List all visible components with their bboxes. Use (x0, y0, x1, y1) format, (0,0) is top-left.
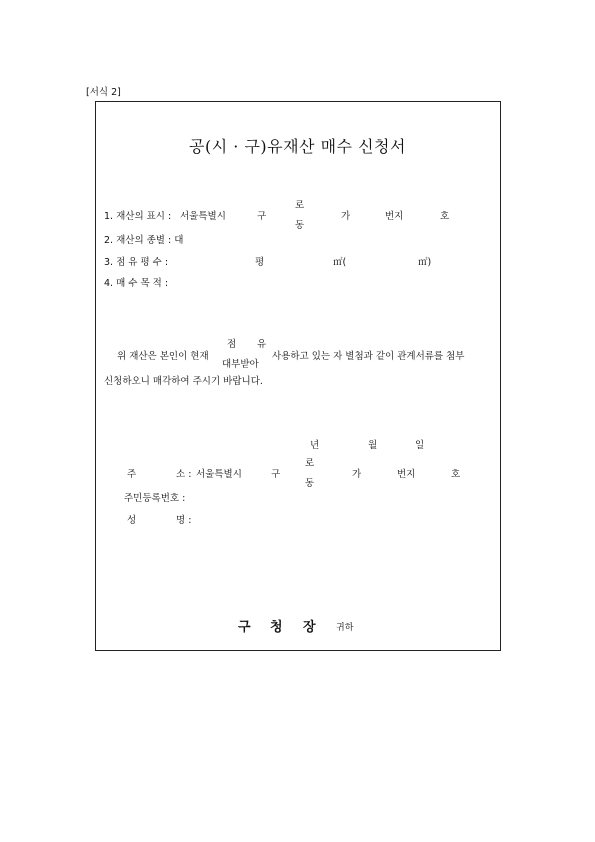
form-number-label: [서식 2] (86, 87, 121, 98)
occupied-area-pyeong: 평 (255, 257, 265, 268)
address-label-part2: 소 : (176, 469, 192, 480)
address-dong: 동 (305, 478, 315, 489)
body-line2: 신청하오니 매각하여 주시기 바랍니다. (104, 376, 263, 387)
date-day: 일 (415, 440, 425, 451)
address-ho: 호 (451, 469, 461, 480)
address-city: 서울특별시 (196, 469, 242, 480)
property-dong: 동 (295, 220, 305, 231)
name-label-part2: 명 : (176, 515, 192, 526)
property-type-line: 2. 재산의 종별 : 대 (104, 235, 184, 246)
recipient-office-char3: 장 (303, 620, 316, 635)
property-gu: 구 (257, 211, 267, 222)
recipient-office-char1: 구 (238, 620, 251, 635)
property-city: 서울특별시 (180, 211, 226, 222)
property-description-label: 1. 재산의 표시 : (104, 211, 172, 222)
occupied-area-open: ㎡( (333, 257, 347, 268)
occupy-option-top-left: 점 (227, 339, 237, 350)
property-beonji: 번지 (385, 211, 404, 222)
address-ga: 가 (352, 469, 362, 480)
address-ro: 로 (305, 458, 315, 469)
property-ga: 가 (341, 211, 351, 222)
body-line1-end: 사용하고 있는 자 별첨과 같이 관계서류를 첨부 (272, 351, 465, 362)
property-ro: 로 (295, 200, 305, 211)
occupied-area-unit: ㎡) (418, 257, 432, 268)
address-label-part1: 주 (127, 469, 137, 480)
recipient-honorific: 귀하 (336, 623, 354, 633)
recipient-office-char2: 청 (270, 620, 283, 635)
address-gu: 구 (271, 469, 281, 480)
occupied-area-label: 3. 점 유 평 수 : (104, 257, 169, 268)
occupy-option-bottom: 대부받아 (222, 359, 259, 370)
name-label-part1: 성 (127, 515, 137, 526)
address-beonji: 번지 (397, 469, 416, 480)
resident-number-label: 주민등록번호 : (124, 493, 186, 504)
purchase-purpose-label: 4. 매 수 목 적 : (104, 278, 169, 289)
date-year: 년 (310, 440, 320, 451)
date-month: 월 (368, 440, 378, 451)
occupy-option-top-right: 유 (257, 339, 267, 350)
body-line1-start: 위 재산은 본인이 현재 (117, 351, 209, 362)
document-title: 공(시 · 구)유재산 매수 신청서 (189, 137, 406, 156)
property-ho: 호 (440, 211, 450, 222)
